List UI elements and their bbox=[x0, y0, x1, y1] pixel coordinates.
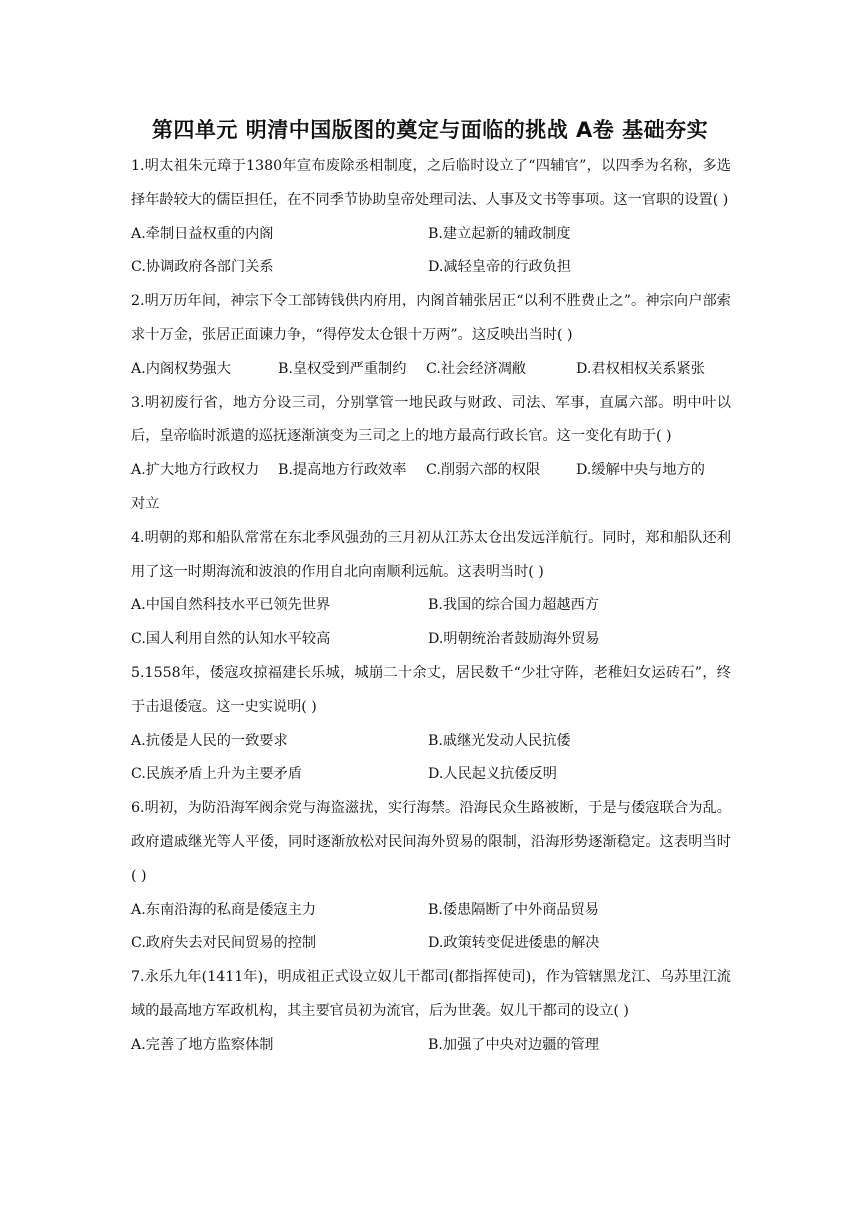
option-c: C.国人利用自然的认知水平较高 bbox=[131, 631, 331, 648]
option-c: C.协调政府各部门关系 bbox=[131, 259, 274, 276]
question-7 bbox=[131, 961, 731, 1062]
question-1 bbox=[131, 150, 731, 285]
question-6 bbox=[131, 792, 731, 961]
question-2 bbox=[131, 285, 731, 386]
question-3 bbox=[131, 387, 731, 522]
option-b: B.皇权受到严重制约 bbox=[278, 360, 407, 377]
option-d: D.君权相权关系紧张 bbox=[576, 360, 705, 377]
question-4 bbox=[131, 522, 731, 657]
option-c: C.削弱六部的权限 bbox=[426, 462, 541, 479]
option-c: C.社会经济凋敝 bbox=[426, 360, 526, 377]
option-d: D.人民起义抗倭反明 bbox=[428, 766, 557, 783]
option-b: B.我国的综合国力超越西方 bbox=[428, 597, 599, 614]
question-stem: 7.永乐九年(1411年)，明成祖正式设立奴儿干都司(都指挥使司)，作为管辖黑龙江、乌苏里江流域的最高地方军政机构，其主要官员初为流官，后为世袭。奴儿干都司的设立( ) bbox=[131, 969, 731, 1019]
question-stem: 3.明初废行省，地方分设三司，分别掌管一地民政与财政、司法、军事，直属六部。明中叶以后，皇帝临时派遣的巡抚逐渐演变为三司之上的地方最高行政长官。这一变化有助于( ) bbox=[131, 394, 731, 445]
options bbox=[131, 725, 731, 793]
option-d: D.缓解中央与地方的 bbox=[576, 462, 705, 479]
option-a: A.牵制日益权重的内阁 bbox=[131, 225, 274, 242]
option-a: A.内阁权势强大 bbox=[131, 360, 231, 377]
options bbox=[131, 218, 731, 286]
option-d-continuation: 对立 bbox=[131, 495, 160, 512]
options bbox=[131, 353, 731, 387]
option-a: A.中国自然科技水平已领先世界 bbox=[131, 597, 331, 614]
question-stem: 4.明朝的郑和船队常常在东北季风强劲的三月初从江苏太仓出发远洋航行。同时，郑和船队还利用了这一时期海流和波浪的作用自北向南顺利远航。这表明当时( ) bbox=[131, 529, 731, 580]
option-b: B.戚继光发动人民抗倭 bbox=[428, 732, 571, 749]
option-a: A.扩大地方行政权力 bbox=[131, 462, 260, 479]
question-5 bbox=[131, 657, 731, 792]
option-b: B.提高地方行政效率 bbox=[278, 462, 407, 479]
options bbox=[131, 894, 731, 962]
option-b: B.倭患隔断了中外商品贸易 bbox=[428, 901, 599, 918]
option-d: D.政策转变促进倭患的解决 bbox=[428, 935, 600, 952]
question-list bbox=[131, 150, 731, 1063]
option-d: D.减轻皇帝的行政负担 bbox=[428, 259, 572, 276]
option-a: A.完善了地方监察体制 bbox=[131, 1036, 274, 1053]
option-b: B.建立起新的辅政制度 bbox=[428, 225, 571, 242]
question-stem: 5.1558年，倭寇攻掠福建长乐城，城崩二十余丈，居民数千“少壮守阵，老稚妇女运砖石”，终于击退倭寇。这一史实说明( ) bbox=[131, 664, 731, 715]
option-b: B.加强了中央对边疆的管理 bbox=[428, 1036, 599, 1053]
option-d: D.明朝统治者鼓励海外贸易 bbox=[428, 631, 600, 648]
option-c: C.政府失去对民间贸易的控制 bbox=[131, 935, 317, 952]
options bbox=[131, 589, 731, 657]
option-a: A.东南沿海的私商是倭寇主力 bbox=[131, 901, 317, 918]
question-stem: 1.明太祖朱元璋于1380年宣布废除丞相制度，之后临时设立了“四辅官”，以四季为名称，多选择年龄较大的儒臣担任，在不同季节协助皇帝处理司法、人事及文书等事项。这一官职的设置( ) bbox=[131, 158, 731, 208]
page-title: 第四单元 明清中国版图的奠定与面临的挑战 A卷 基础夯实 bbox=[151, 118, 709, 142]
question-stem: 6.明初，为防沿海军阀余党与海盗滋扰，实行海禁。沿海民众生路被断，于是与倭寇联合为乱。政府遣戚继光等人平倭，同时逐渐放松对民间海外贸易的限制，沿海形势逐渐稳定。这表明当时( ) bbox=[131, 800, 731, 884]
option-c: C.民族矛盾上升为主要矛盾 bbox=[131, 766, 302, 783]
options bbox=[131, 1029, 731, 1063]
options bbox=[131, 454, 731, 488]
option-a: A.抗倭是人民的一致要求 bbox=[131, 732, 288, 749]
question-stem: 2.明万历年间，神宗下令工部铸钱供内府用，内阁首辅张居正“以利不胜费止之”。神宗向户部索求十万金，张居正面谏力争，“得停发太仓银十万两”。这反映出当时( ) bbox=[131, 293, 731, 343]
